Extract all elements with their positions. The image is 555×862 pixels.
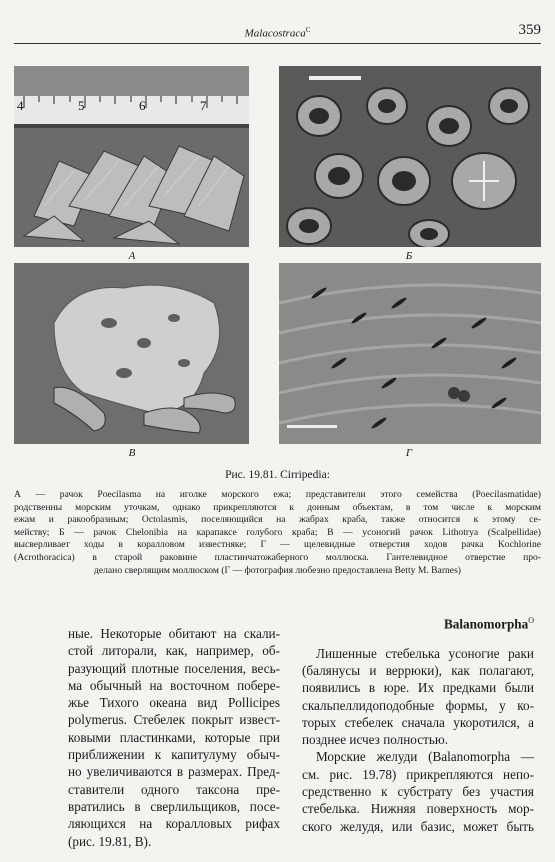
text-line: появились в юре. Их предками были — [302, 680, 534, 696]
caption-line: родственны морским уточкам, однако прикрепляются к донным объектам, в том числе к морским — [14, 501, 541, 513]
text-line: стой литорали, как, например, об- — [68, 643, 280, 659]
panel-label-c: В — [128, 447, 136, 459]
text-line: ковыми пластинками, которые при — [68, 729, 280, 745]
page-number: 359 — [518, 22, 541, 38]
text-line: разующий плотные поселения, весь- — [68, 660, 280, 676]
text-line: позднее исчез полностью. — [302, 732, 449, 748]
text-line: вратились в сверлильщиков, посе- — [68, 798, 280, 814]
text-line: ского желудя, или базис, может быть — [302, 818, 534, 834]
caption-line: ежам и ракообразным; Octolasmis, поселяющийся на жабрах краба, также относится к этому се- — [14, 514, 541, 526]
panel-label-d: Г — [405, 447, 413, 459]
panel-label-a: А — [128, 250, 136, 262]
section-heading: Balanomorpha$^O$ — [443, 616, 534, 632]
figure-title: Рис. 19.81. Cirripedia: — [225, 469, 330, 481]
photo-a-image — [14, 66, 249, 247]
caption-line: А — рачок Poecilasma на иголке морского ежа; представители этого семейства (Poecilasmatidae) — [14, 489, 541, 500]
caption-line: (Acrothoracica) в старой раковине пластинчатожаберного моллюска. Гантелевидное отверстие про- — [14, 551, 541, 563]
text-line: стебелька. Нижняя поверхность мор- — [302, 801, 534, 817]
ruler-number: 7 — [200, 98, 207, 113]
text-line: торых стебелек сначала укоротился, а — [302, 714, 534, 730]
caption-line: делано сверлящим моллюском (Г — фотография любезно предоставлена Betty M. Barnes) — [94, 564, 461, 576]
text-line: скальпеллидоподобные формы, у ко- — [302, 697, 534, 713]
caption-line: высверливает ходы в коралловом известняке; Г — щелевидные отверстия ходов рачка Kochlorine — [14, 539, 541, 551]
text-line: Морские желуди (Balanomorpha — — [316, 749, 534, 765]
text-line: средственно к субстрату без участия — [302, 784, 534, 800]
text-line: (балянусы и веррюки), как полагают, — [302, 662, 534, 678]
text-line: ставители одного таксона пре- — [68, 781, 280, 797]
right-text-column — [302, 612, 534, 835]
photo-a-poecilasma — [14, 66, 249, 247]
text-line: приближении к капитулуму обыч- — [68, 747, 280, 763]
running-title: Malacostraca$^C$ — [244, 26, 311, 40]
figure-caption — [14, 489, 541, 577]
panel-label-b: Б — [405, 250, 413, 262]
text-line: жье Тихого океана вид Pollicipes — [68, 695, 280, 711]
text-line: ные. Некоторые обитают на скали- — [68, 626, 280, 641]
ruler-number: 6 — [139, 98, 146, 113]
header-rule — [14, 43, 541, 44]
text-line: (рис. 19.81, В). — [68, 833, 152, 849]
text-line: см. рис. 19.78) прикрепляются непо- — [302, 766, 534, 782]
text-line: ма обычный на восточном побере- — [68, 677, 280, 693]
text-line: Лишенные стебелька усоногие раки — [316, 645, 534, 661]
photo-d-kochlorine — [279, 263, 541, 444]
photo-c-image — [14, 263, 249, 444]
ruler-number: 5 — [78, 98, 85, 113]
text-line: polymerus. Стебелек покрыт извест- — [68, 712, 280, 728]
photo-d-image — [279, 263, 541, 444]
caption-line: мейству; Б — рачок Chelonibia на карапаксе голубого краба; В — усоногий рачок Lithotrya (Scalpellidae) — [14, 526, 541, 538]
running-header — [14, 22, 541, 44]
ruler-number: 4 — [17, 98, 24, 113]
text-line: ляющихся на коралловых рифах — [68, 816, 280, 832]
left-text-column — [68, 625, 280, 850]
photo-c-lithotrya — [14, 263, 249, 444]
photo-b-image — [279, 66, 541, 247]
text-line: но увеличиваются в размерах. Пред- — [68, 764, 280, 780]
photo-b-chelonibia — [279, 66, 541, 247]
